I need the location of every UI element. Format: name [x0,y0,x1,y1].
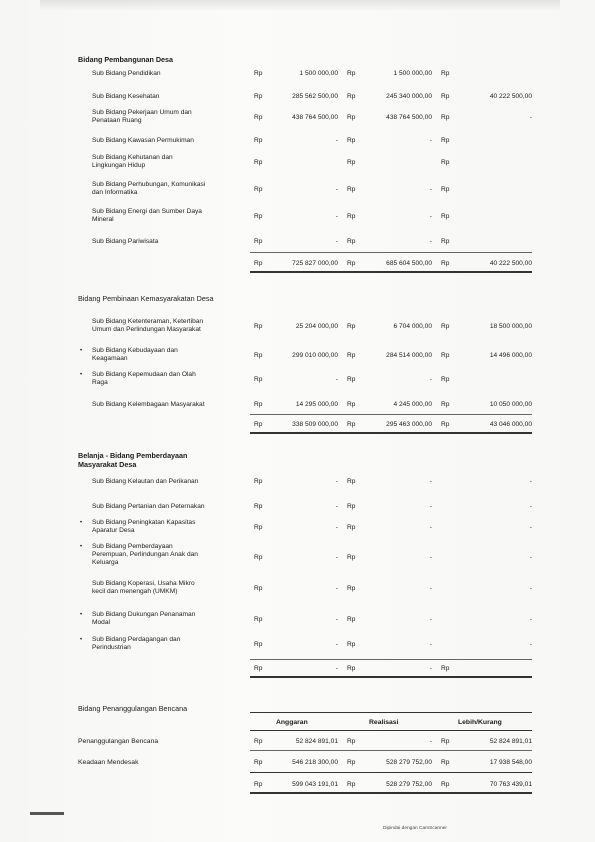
scan-edge-artifact [30,812,64,815]
column-header-lebih-kurang: Lebih/Kurang [458,719,502,726]
divider [250,252,532,253]
section-title-pemberdayaan: Belanja - Bidang Pemberdayaan Masyarakat Desa [78,451,188,469]
divider [250,730,532,731]
bullet-icon: • [80,637,83,643]
bullet-icon: • [80,544,83,550]
scanned-page: Bidang Pembangunan Desa Sub Bidang Pendidikan Rp 1 500 000,00 Rp 1 500 000,00 Rp Sub Bidang Kesehatan Rp 285 562 500,00 Rp 245 340 000,00 Rp 40 222 500,00 Sub Bidang Pekerjaan Umum dan Penataan Ruang Rp 438 764 500,00 Rp 438 764 500,00 Rp - Sub Bidang Kawasan Permukiman Rp - Rp - Rp Sub Bidang Kehutanan dan Lingkungan Hidup Rp Rp Rp Sub Bidang Perhubungan, Komunikasi dan Informatika Rp - Rp - Rp Sub Bidang Energi dan Sumber Daya Mineral Rp - Rp - Rp Sub Bidang Pariwisata Rp - Rp - Rp Rp 725 827 000,00 Rp 685 604 500,00 Rp 40 222 500,00 Bidang Pembinaan Kemasyarakatan Desa Sub Bidang Ketenteraman, Ketertiban Umum dan Perlindungan Masyarakat Rp 25 204 000,00 Rp 6 704 000,00 Rp 18 500 000,00 • Sub Bidang Kebudayaan dan Keagamaan Rp 299 010 000,00 Rp 284 514 000,00 Rp 14 496 000,00 • Sub Bidang Kepemudaan dan Olah Raga Rp - Rp - Rp Sub Bidang Kelembagaan Masyarakat Rp 14 295 000,00 Rp 4 245 000,00 Rp 10 050 000,00 Rp 338 509 000,00 Rp 295 463 000,00 Rp 43 046 000,00 Belanja - Bidang Pemberdayaan Masyarakat Desa Sub Bidang Kelautan dan Perikanan Rp - Rp - - Sub Bidang Pertanian dan Peternakan Rp - Rp - - • Sub Bidang Peningkatan Kapasitas Aparatur Desa Rp - Rp - - • Sub Bidang Pemberdayaan Perempuan, Perlindungan Anak dan Keluarga Rp - Rp - - Sub Bidang Koperasi, Usaha Mikro kecil dan menengah (UMKM) Rp - Rp - - • Sub Bidang Dukungan Penanaman Modal Rp - Rp - - • Sub Bidang Perdagangan dan Perindustrian Rp - Rp - - Rp - Rp - Rp Bidang Penanggulangan Bencana Anggaran Realisasi Lebih/Kurang Penanggulangan Bencana Rp 52 824 891,01 Rp - Rp 52 824 891,01 Keadaan Mendesak Rp 546 218 300,00 Rp 528 279 752,00 Rp 17 938 548,00 Rp 599 043 191,01 Rp 528 279 752,00 Rp 70 763 439,01 Dipindai dengan CamScanner [0,0,595,842]
bullet-icon: • [80,372,83,378]
scan-top-shadow [40,0,560,10]
total-underline [250,676,532,680]
bullet-icon: • [80,348,83,354]
scanner-watermark: Dipindai dengan CamScanner [383,826,447,831]
divider [250,712,532,713]
divider [250,659,532,660]
column-header-anggaran: Anggaran [276,719,308,726]
section-title-bencana: Bidang Penanggulangan Bencana [78,704,188,713]
divider [250,750,532,751]
section-title-pembangunan: Bidang Pembangunan Desa [78,55,174,64]
divider [250,772,532,773]
column-header-realisasi: Realisasi [369,719,399,726]
section-title-pembinaan: Bidang Pembinaan Kemasyarakatan Desa [78,294,214,303]
total-underline [250,271,532,275]
bullet-icon: • [80,612,83,618]
divider [250,414,532,415]
total-underline [250,792,532,796]
total-underline [250,432,532,436]
bullet-icon: • [80,520,83,526]
